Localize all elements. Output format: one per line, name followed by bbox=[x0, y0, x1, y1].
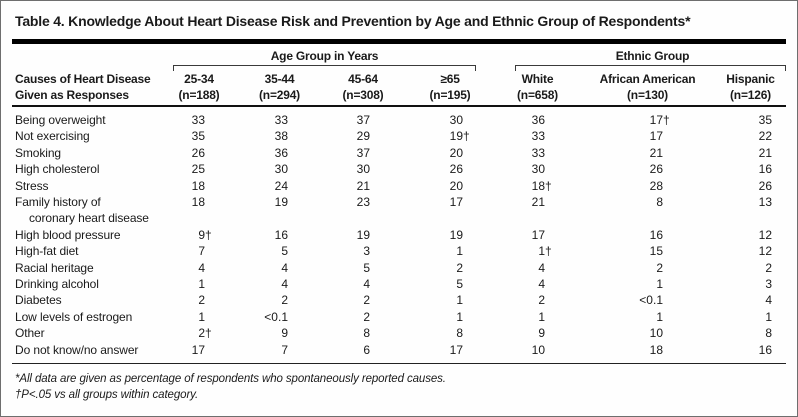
row-label: Racial heritage bbox=[15, 260, 94, 275]
cell-value: 16 bbox=[758, 342, 772, 357]
cell-value: 2 bbox=[765, 260, 772, 275]
cell-value: 18 bbox=[191, 178, 205, 193]
column-n: (n=195) bbox=[429, 88, 471, 102]
table-cell bbox=[495, 194, 580, 227]
cell-value: 33 bbox=[531, 129, 545, 144]
table-cell bbox=[495, 342, 580, 358]
column-range: Hispanic bbox=[726, 72, 775, 86]
cell-value: 26 bbox=[449, 162, 463, 177]
cell-value: 15 bbox=[649, 244, 663, 259]
column-header-25-34 bbox=[160, 71, 238, 103]
table-cell bbox=[405, 260, 495, 276]
table-cell bbox=[160, 292, 238, 308]
cell-value: 9 bbox=[538, 326, 545, 341]
table-cell bbox=[238, 227, 321, 243]
table-cell bbox=[238, 161, 321, 177]
table-cell bbox=[405, 145, 495, 161]
cell-value: 12 bbox=[758, 227, 772, 242]
row-label: Diabetes bbox=[15, 293, 62, 308]
cell-value: 30 bbox=[531, 162, 545, 177]
row-label: Low levels of estrogen bbox=[15, 309, 133, 324]
cell-value: 10 bbox=[531, 342, 545, 357]
cell-value: 4 bbox=[281, 277, 288, 292]
table-row bbox=[12, 194, 786, 227]
table-cell bbox=[238, 292, 321, 308]
cell-value: 16 bbox=[274, 227, 288, 242]
cell-value: 16 bbox=[758, 162, 772, 177]
table-cell bbox=[580, 309, 715, 325]
table-cell bbox=[160, 194, 238, 227]
cell-value: 1 bbox=[456, 309, 463, 324]
cell-value: <0.1 bbox=[264, 309, 288, 324]
table-cell bbox=[160, 161, 238, 177]
table-cell bbox=[321, 260, 405, 276]
table-cell bbox=[495, 161, 580, 177]
table-row bbox=[12, 128, 786, 144]
table-cell bbox=[405, 325, 495, 341]
cell-value: 1 bbox=[538, 244, 545, 259]
table-cell bbox=[580, 292, 715, 308]
table-cell bbox=[580, 243, 715, 259]
cell-value: 19 bbox=[274, 195, 288, 210]
row-label: Do not know/no answer bbox=[15, 342, 139, 357]
column-n: (n=658) bbox=[517, 88, 558, 102]
table-cell bbox=[580, 276, 715, 292]
table-cell bbox=[715, 194, 786, 227]
table-cell bbox=[580, 325, 715, 341]
cell-value: 2 bbox=[281, 293, 288, 308]
table-cell bbox=[160, 309, 238, 325]
cell-value: 2 bbox=[538, 293, 545, 308]
table-cell bbox=[321, 161, 405, 177]
cell-value: 21 bbox=[649, 145, 663, 160]
cell-value: 29 bbox=[356, 129, 370, 144]
cell-value: 21 bbox=[758, 145, 772, 160]
cell-value: 1 bbox=[198, 309, 205, 324]
cell-value: 35 bbox=[191, 129, 205, 144]
column-header-45-64 bbox=[321, 71, 405, 103]
cell-value: 9 bbox=[198, 227, 205, 242]
table-cell bbox=[321, 112, 405, 128]
table-cell: 2 † bbox=[198, 326, 212, 341]
table-cell bbox=[238, 243, 321, 259]
cell-value: 1 bbox=[198, 277, 205, 292]
cell-value: 4 bbox=[765, 293, 772, 308]
group-header-ethnic: Ethnic Group bbox=[615, 49, 690, 63]
table-row bbox=[12, 227, 786, 243]
table-cell bbox=[238, 128, 321, 144]
table-cell bbox=[321, 128, 405, 144]
cell-value: 8 bbox=[363, 326, 370, 341]
cell-value: 4 bbox=[538, 260, 545, 275]
table-cell bbox=[238, 309, 321, 325]
table-cell bbox=[495, 292, 580, 308]
table-cell bbox=[238, 342, 321, 358]
table-cell bbox=[715, 325, 786, 341]
table-row bbox=[12, 161, 786, 177]
cell-value: 21 bbox=[531, 195, 545, 210]
cell-value: 16 bbox=[649, 227, 663, 242]
table-cell bbox=[160, 112, 238, 128]
table-cell bbox=[715, 292, 786, 308]
cell-value: 9 bbox=[281, 326, 288, 341]
cell-value: 1 bbox=[656, 277, 663, 292]
cell-value: 36 bbox=[531, 113, 545, 127]
cell-value: 7 bbox=[198, 244, 205, 259]
table-title: Table 4. Knowledge About Heart Disease Risk and Prevention by Age and Ethnic Group of Respondents* bbox=[15, 13, 691, 29]
footer-rule bbox=[12, 363, 786, 364]
cell-value: 2 bbox=[198, 293, 205, 308]
column-n: (n=126) bbox=[730, 88, 771, 102]
cell-value: 1 bbox=[456, 244, 463, 259]
table-cell bbox=[405, 276, 495, 292]
cell-value: 33 bbox=[531, 145, 545, 160]
cell-value: 4 bbox=[281, 260, 288, 275]
table-cell bbox=[160, 178, 238, 194]
table-cell bbox=[321, 227, 405, 243]
cell-value: 3 bbox=[765, 277, 772, 292]
table-cell bbox=[580, 145, 715, 161]
cell-value: 1 bbox=[456, 293, 463, 308]
table-cell: 1 † bbox=[538, 244, 552, 259]
table-cell bbox=[495, 112, 580, 128]
table-cell bbox=[321, 342, 405, 358]
cell-value: 6 bbox=[363, 342, 370, 357]
cell-value: 37 bbox=[356, 113, 370, 127]
row-label: Smoking bbox=[15, 145, 61, 160]
table-cell bbox=[160, 243, 238, 259]
row-header-line1: Causes of Heart Disease bbox=[15, 72, 151, 86]
table-cell bbox=[715, 276, 786, 292]
cell-value: 26 bbox=[758, 178, 772, 193]
column-range: 45-64 bbox=[348, 72, 378, 86]
table-row bbox=[12, 260, 786, 276]
table-cell bbox=[238, 194, 321, 227]
table-cell bbox=[321, 276, 405, 292]
column-n: (n=130) bbox=[627, 88, 668, 102]
cell-value: 5 bbox=[363, 260, 370, 275]
table-cell bbox=[405, 194, 495, 227]
table-row bbox=[12, 309, 786, 325]
table-cell bbox=[321, 309, 405, 325]
cell-value: 23 bbox=[356, 195, 370, 210]
table-cell bbox=[715, 243, 786, 259]
cell-value: 1 bbox=[656, 309, 663, 324]
spacer bbox=[12, 64, 160, 71]
column-group-row bbox=[12, 49, 786, 64]
cell-value: 25 bbox=[191, 162, 205, 177]
cell-value: 12 bbox=[758, 244, 772, 259]
table-cell: 9 † bbox=[198, 227, 212, 242]
top-thick-rule bbox=[12, 39, 786, 44]
cell-value: 30 bbox=[449, 113, 463, 127]
table-cell bbox=[321, 292, 405, 308]
table-cell bbox=[160, 260, 238, 276]
column-header-35-44 bbox=[238, 71, 321, 103]
cell-value: 37 bbox=[356, 145, 370, 160]
table-cell bbox=[715, 309, 786, 325]
table-row bbox=[12, 145, 786, 161]
table-cell bbox=[715, 145, 786, 161]
table-cell bbox=[160, 276, 238, 292]
cell-value: 33 bbox=[274, 113, 288, 127]
row-label: High cholesterol bbox=[15, 162, 100, 177]
column-n: (n=294) bbox=[259, 88, 300, 102]
table-cell bbox=[495, 276, 580, 292]
table-cell bbox=[580, 260, 715, 276]
cell-value: 30 bbox=[274, 162, 288, 177]
cell-value: 4 bbox=[363, 277, 370, 292]
cell-value: 19 bbox=[449, 129, 463, 144]
header-rule bbox=[12, 105, 786, 107]
row-label: High blood pressure bbox=[15, 227, 121, 242]
table-row bbox=[12, 276, 786, 292]
cell-value: 35 bbox=[758, 113, 772, 127]
table-cell bbox=[715, 178, 786, 194]
cell-value: 2 bbox=[656, 260, 663, 275]
table-cell bbox=[405, 112, 495, 128]
cell-value: 26 bbox=[191, 145, 205, 160]
table-cell bbox=[580, 194, 715, 227]
table-cell bbox=[715, 342, 786, 358]
footnote-asterisk: *All data are given as percentage of respondents who spontaneously reported causes. bbox=[15, 373, 446, 386]
row-label: Drinking alcohol bbox=[15, 277, 99, 292]
cell-value: 5 bbox=[456, 277, 463, 292]
table-cell bbox=[495, 325, 580, 341]
group-header-age: Age Group in Years bbox=[270, 49, 379, 63]
row-label-line2: coronary heart disease bbox=[29, 211, 149, 226]
table-cell bbox=[405, 227, 495, 243]
cell-value: 1 bbox=[765, 309, 772, 324]
cell-value: 38 bbox=[274, 129, 288, 144]
cell-value: 4 bbox=[538, 277, 545, 292]
cell-value: 22 bbox=[758, 129, 772, 144]
row-header bbox=[12, 71, 160, 103]
table-cell bbox=[495, 227, 580, 243]
row-label: Other bbox=[15, 326, 45, 341]
cell-value: 18 bbox=[191, 195, 205, 210]
table-row bbox=[12, 178, 786, 194]
cell-value: 26 bbox=[649, 162, 663, 177]
table-cell bbox=[238, 145, 321, 161]
cell-value: 17 bbox=[649, 113, 663, 127]
column-range: 35-44 bbox=[264, 72, 295, 86]
table-cell: 17 † bbox=[649, 113, 670, 127]
cell-value: 7 bbox=[281, 342, 288, 357]
cell-value: 1 bbox=[538, 309, 545, 324]
column-header-african-american bbox=[580, 71, 715, 103]
column-header-hispanic bbox=[715, 71, 786, 103]
table-cell bbox=[160, 128, 238, 144]
table-row bbox=[12, 112, 786, 128]
table-cell bbox=[580, 178, 715, 194]
cell-value: 2 bbox=[198, 326, 205, 341]
cell-value: 17 bbox=[449, 342, 463, 357]
cell-value: 3 bbox=[363, 244, 370, 259]
table-cell bbox=[495, 260, 580, 276]
table-cell bbox=[405, 342, 495, 358]
table-cell bbox=[405, 309, 495, 325]
table-cell bbox=[580, 161, 715, 177]
table-cell bbox=[715, 260, 786, 276]
cell-value: 36 bbox=[274, 145, 288, 160]
cell-value: 17 bbox=[191, 342, 205, 357]
table-cell bbox=[405, 243, 495, 259]
table-cell bbox=[238, 325, 321, 341]
table-cell bbox=[580, 342, 715, 358]
table-cell bbox=[160, 145, 238, 161]
cell-value: 18 bbox=[531, 178, 545, 193]
table-cell bbox=[321, 145, 405, 161]
cell-value: 2 bbox=[456, 260, 463, 275]
cell-value: 18 bbox=[649, 342, 663, 357]
cell-value: 19 bbox=[449, 227, 463, 242]
table-cell bbox=[321, 194, 405, 227]
table-cell bbox=[580, 128, 715, 144]
cell-value: <0.1 bbox=[639, 293, 663, 308]
table-cell bbox=[321, 243, 405, 259]
cell-value: 17 bbox=[531, 227, 545, 242]
cell-value: 17 bbox=[449, 195, 463, 210]
cell-value: 10 bbox=[649, 326, 663, 341]
table-cell bbox=[238, 276, 321, 292]
column-header-row bbox=[12, 71, 786, 103]
table-cell bbox=[238, 112, 321, 128]
cell-value: 20 bbox=[449, 178, 463, 193]
column-n: (n=188) bbox=[178, 88, 220, 102]
table-row bbox=[12, 292, 786, 308]
row-label: Family history of coronary heart disease bbox=[12, 194, 160, 227]
table-cell: 18 † bbox=[531, 178, 552, 193]
cell-value: 8 bbox=[656, 195, 663, 210]
cell-value: 24 bbox=[274, 178, 288, 193]
table-cell bbox=[405, 178, 495, 194]
column-header-white bbox=[495, 71, 580, 103]
cell-value: 5 bbox=[281, 244, 288, 259]
table-cell bbox=[715, 161, 786, 177]
table-row bbox=[12, 342, 786, 358]
column-range: ≥65 bbox=[440, 72, 460, 86]
row-label: High-fat diet bbox=[15, 244, 79, 259]
cell-value: 2 bbox=[363, 309, 370, 324]
cell-value: 17 bbox=[649, 129, 663, 144]
table-cell bbox=[495, 145, 580, 161]
table-cell bbox=[715, 112, 786, 128]
column-header-65plus bbox=[405, 71, 495, 103]
table-row bbox=[12, 243, 786, 259]
column-n: (n=308) bbox=[342, 88, 384, 102]
row-header-line2: Given as Responses bbox=[15, 88, 129, 102]
table-row bbox=[12, 325, 786, 341]
column-range: White bbox=[521, 72, 554, 86]
cell-value: 8 bbox=[765, 326, 772, 341]
table-cell bbox=[405, 161, 495, 177]
column-range: 25-34 bbox=[184, 72, 214, 86]
table-cell bbox=[321, 325, 405, 341]
table-body bbox=[12, 112, 786, 358]
table-cell bbox=[405, 292, 495, 308]
spanner-bracket-row bbox=[12, 64, 786, 71]
row-label: Not exercising bbox=[15, 129, 90, 144]
cell-value: 21 bbox=[356, 178, 370, 193]
spacer bbox=[12, 49, 160, 64]
table-cell bbox=[495, 128, 580, 144]
cell-value: 4 bbox=[198, 260, 205, 275]
table-cell bbox=[580, 227, 715, 243]
table-cell bbox=[238, 178, 321, 194]
table-cell bbox=[715, 227, 786, 243]
footnote-dagger: †P<.05 vs all groups within category. bbox=[15, 389, 199, 402]
row-label: Stress bbox=[15, 178, 49, 193]
cell-value: 20 bbox=[449, 145, 463, 160]
cell-value: 33 bbox=[191, 113, 205, 127]
row-label: Being overweight bbox=[15, 113, 106, 127]
footnotes bbox=[12, 371, 786, 403]
cell-value: 2 bbox=[363, 293, 370, 308]
cell-value: 30 bbox=[356, 162, 370, 177]
column-range: African American bbox=[599, 72, 696, 86]
cell-value: 13 bbox=[758, 195, 772, 210]
table-cell: 19 † bbox=[449, 129, 470, 144]
table-cell bbox=[160, 342, 238, 358]
table-cell bbox=[715, 128, 786, 144]
table-cell bbox=[321, 178, 405, 194]
cell-value: 8 bbox=[456, 326, 463, 341]
cell-value: 19 bbox=[356, 227, 370, 242]
table-cell bbox=[495, 309, 580, 325]
table-cell bbox=[238, 260, 321, 276]
cell-value: 28 bbox=[649, 178, 663, 193]
